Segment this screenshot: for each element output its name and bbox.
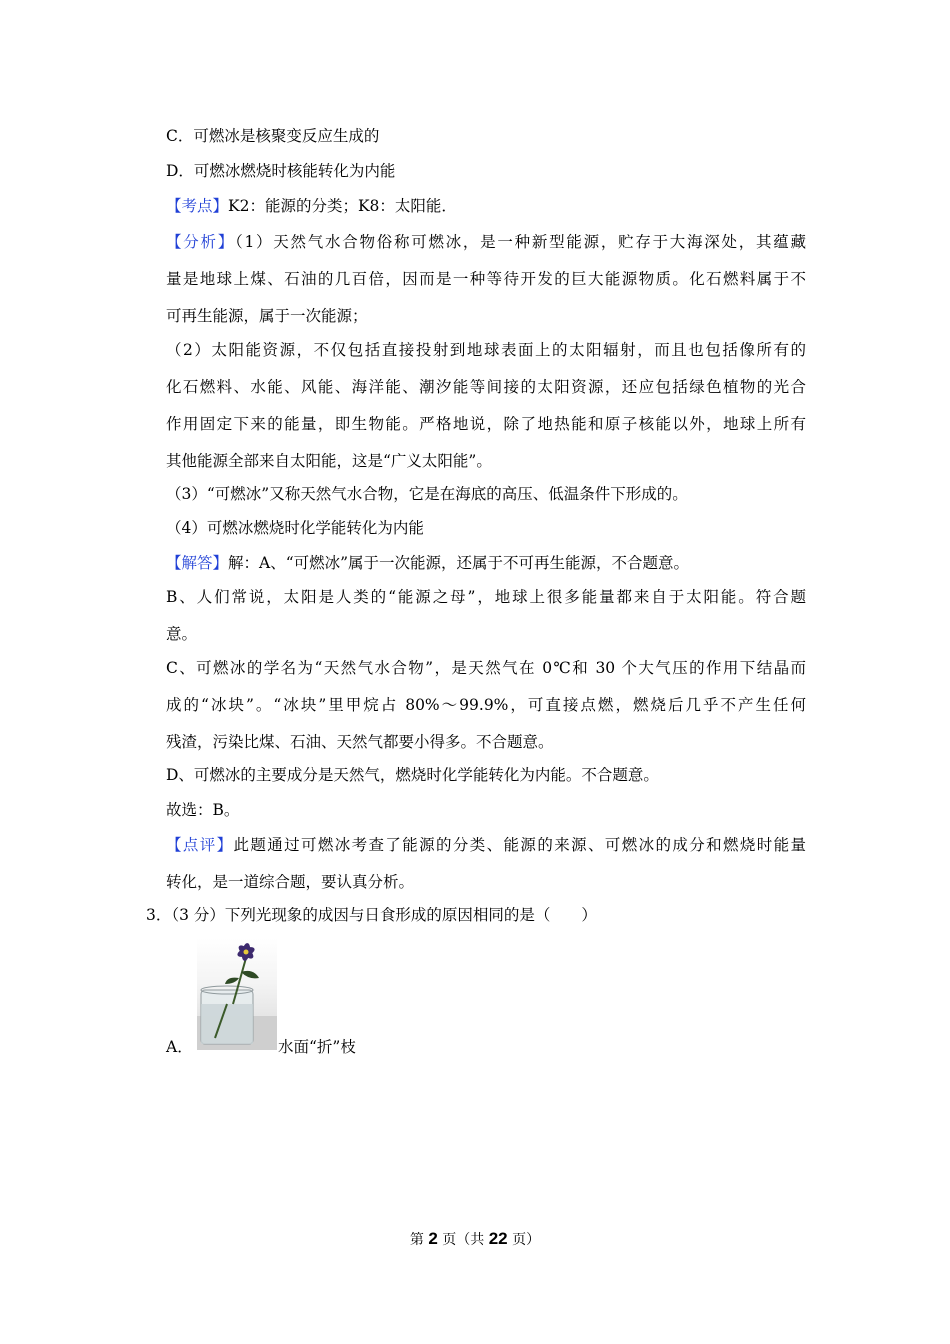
flower-in-water-image (197, 938, 277, 1050)
footer-page-number: 2 (428, 1229, 438, 1248)
fenxi-tag: 【分析】 (166, 233, 235, 251)
fenxi-line-9: （4）可燃冰燃烧时化学能转化为内能 (166, 519, 424, 537)
option-c-prev: C．可燃冰是核聚变反应生成的 (166, 127, 380, 145)
fenxi-line-1 (166, 231, 806, 253)
page-footer (0, 1229, 950, 1250)
flower-illustration (197, 938, 277, 1050)
option-a-text: 水面“折”枝 (278, 1038, 356, 1056)
fenxi-line-7: 其他能源全部来自太阳能，这是“广义太阳能”。 (166, 452, 492, 470)
fenxi-line-8: （3）“可燃冰”又称天然气水合物，它是在海底的高压、低温条件下形成的。 (166, 485, 688, 503)
jieda-line-5: 成的“冰块”。“冰块”里甲烷占 80%～99.9%，可直接点燃，燃烧后几乎不产生任何 (166, 696, 806, 714)
jieda-line-6: 残渣，污染比煤、石油、天然气都要小得多。不合题意。 (166, 733, 554, 751)
option-d-prev: D．可燃冰燃烧时核能转化为内能 (166, 162, 396, 180)
fenxi-line-4: （2）太阳能资源，不仅包括直接投射到地球表面上的太阳辐射，而且也包括像所有的 (166, 341, 806, 359)
jieda-line-3: 意。 (166, 625, 198, 643)
footer-prefix: 第 (409, 1232, 429, 1248)
jieda-line-2: B、人们常说，太阳是人类的“能源之母”，地球上很多能量都来自于太阳能。符合题 (166, 588, 806, 606)
jieda-line-8: 故选：B。 (166, 801, 240, 819)
option-a-label: A． (166, 1038, 193, 1056)
fenxi-line-6: 作用固定下来的能量，即生物能。严格地说，除了地热能和原子核能以外，地球上所有 (166, 415, 806, 433)
dianping-tag: 【点评】 (166, 836, 234, 854)
fenxi-line-2: 量是地球上煤、石油的几百倍，因而是一种等待开发的巨大能源物质。化石燃料属于不 (166, 270, 806, 288)
fenxi-line-5: 化石燃料、水能、风能、海洋能、潮汐能等间接的太阳资源，还应包括绿色植物的光合 (166, 378, 806, 396)
fenxi-line-3: 可再生能源，属于一次能源； (166, 307, 368, 325)
footer-suffix: 页） (507, 1232, 541, 1248)
jieda-line-4: C、可燃冰的学名为“天然气水合物”，是天然气在 0℃和 30 个大气压的作用下结晶而 (166, 659, 806, 677)
dianping-line-1 (166, 834, 806, 856)
kaodian-text: K2：能源的分类；K8：太阳能． (228, 197, 457, 215)
dianping-line-2: 转化，是一道综合题，要认真分析。 (166, 873, 415, 891)
footer-middle: 页（共 (437, 1232, 489, 1248)
jieda-line-7: D、可燃冰的主要成分是天然气，燃烧时化学能转化为内能。不合题意。 (166, 766, 659, 784)
footer-total-pages: 22 (488, 1229, 508, 1248)
jieda-text-1: 解：A、“可燃冰”属于一次能源，还属于不可再生能源，不合题意。 (228, 554, 690, 572)
kaodian-line (166, 195, 806, 217)
jieda-line-1 (166, 552, 806, 574)
jieda-tag: 【解答】 (166, 554, 229, 572)
dianping-text-1: 此题通过可燃冰考查了能源的分类、能源的来源、可燃冰的成分和燃烧时能量 (233, 836, 806, 854)
question-3-stem: 3．（3 分）下列光现象的成因与日食形成的原因相同的是（ ） (146, 906, 597, 924)
fenxi-text-1: （1）天然气水合物俗称可燃冰，是一种新型能源，贮存于大海深处，其蕴藏 (234, 233, 806, 251)
kaodian-tag: 【考点】 (166, 197, 229, 215)
